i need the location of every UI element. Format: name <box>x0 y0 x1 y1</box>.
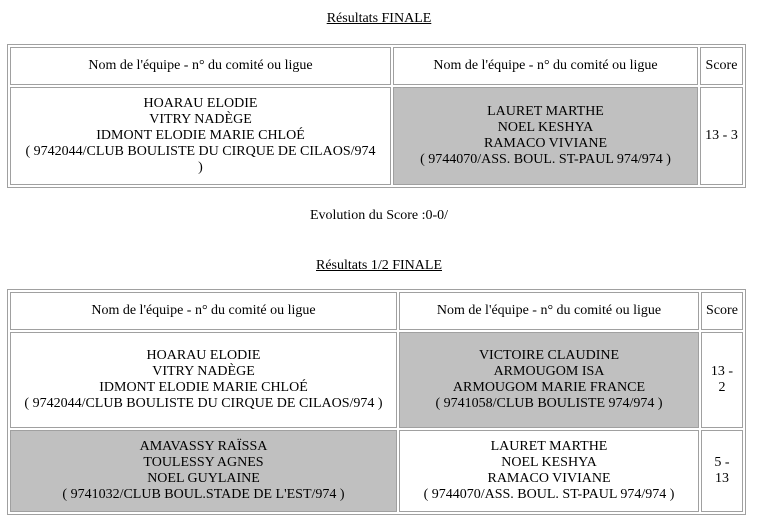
club-info: ( 9744070/ASS. BOUL. ST-PAUL 974/974 ) <box>420 152 671 167</box>
team1-cell <box>10 87 391 185</box>
team2-cell-winner <box>393 87 698 185</box>
demi-table <box>7 289 746 515</box>
team1-cell <box>10 332 397 428</box>
score-evolution-value: 0-0/ <box>425 208 449 223</box>
header-score: Score <box>700 47 743 85</box>
player-name: IDMONT ELODIE MARIE CHLOÉ <box>96 128 305 143</box>
player-name: NOEL GUYLAINE <box>147 471 260 486</box>
header-team2: Nom de l'équipe - n° du comité ou ligue <box>399 292 699 330</box>
demi-header-row <box>10 292 743 330</box>
club-info: ( 9742044/CLUB BOULISTE DU CIRQUE DE CILAOS/974 ) <box>24 396 383 411</box>
finale-table <box>7 44 746 188</box>
header-team1: Nom de l'équipe - n° du comité ou ligue <box>10 47 391 85</box>
team1-cell-winner <box>10 430 397 512</box>
player-name: RAMACO VIVIANE <box>487 471 611 486</box>
player-name: HOARAU ELODIE <box>146 348 261 363</box>
club-info: ( 9741058/CLUB BOULISTE 974/974 ) <box>435 396 663 411</box>
player-name: NOEL KESHYA <box>497 120 594 135</box>
team2-cell <box>399 430 699 512</box>
score-cell: 5 - 13 <box>701 430 743 512</box>
club-info: ( 9741032/CLUB BOUL.STADE DE L'EST/974 ) <box>62 487 345 502</box>
score-cell: 13 - 3 <box>700 87 743 185</box>
player-name: TOULESSY AGNES <box>143 455 264 470</box>
table-row <box>10 332 743 428</box>
player-name: LAURET MARTHE <box>487 104 604 119</box>
score-evolution-label: Evolution du Score : <box>309 208 426 223</box>
player-name: AMAVASSY RAÏSSA <box>139 439 268 454</box>
score-evolution <box>0 208 758 224</box>
finale-header-row <box>10 47 743 85</box>
club-info: ( 9744070/ASS. BOUL. ST-PAUL 974/974 ) <box>423 487 675 502</box>
player-name: LAURET MARTHE <box>490 439 608 454</box>
player-name: ARMOUGOM MARIE FRANCE <box>452 380 646 395</box>
finale-title: Résultats FINALE <box>326 11 432 26</box>
header-team1: Nom de l'équipe - n° du comité ou ligue <box>10 292 397 330</box>
team2-cell-winner <box>399 332 699 428</box>
table-row <box>10 430 743 512</box>
player-name: IDMONT ELODIE MARIE CHLOÉ <box>99 380 308 395</box>
player-name: VITRY NADÈGE <box>149 112 252 127</box>
header-team2: Nom de l'équipe - n° du comité ou ligue <box>393 47 698 85</box>
player-name: RAMACO VIVIANE <box>483 136 608 151</box>
player-name: ARMOUGOM ISA <box>493 364 605 379</box>
club-info: ( 9742044/CLUB BOULISTE DU CIRQUE DE CILAOS/974 ) <box>25 144 376 175</box>
player-name: VITRY NADÈGE <box>152 364 255 379</box>
score-cell: 13 - 2 <box>701 332 743 428</box>
demi-title: Résultats 1/2 FINALE <box>316 258 442 273</box>
player-name: NOEL KESHYA <box>501 455 597 470</box>
header-score: Score <box>701 292 743 330</box>
table-row <box>10 87 743 185</box>
player-name: HOARAU ELODIE <box>143 96 258 111</box>
player-name: VICTOIRE CLAUDINE <box>478 348 620 363</box>
